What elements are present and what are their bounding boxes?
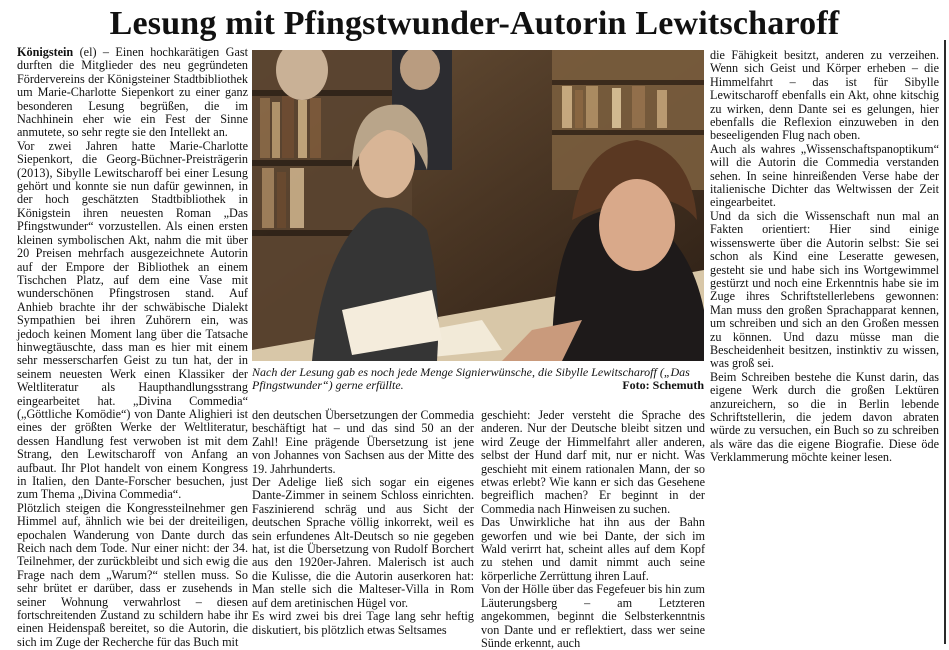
- paragraph: den deutschen Übersetzungen der Commedia beschäftigt hat – und das sind 50 an der Zahl! Eine prägende Übersetzung ist jene von Johannes von Sachsen aus der Mitte des 19. Jahrhunderts.: [252, 408, 474, 476]
- paragraph: Auch als wahres „Wissenschaftspanoptikum“ will die Autorin die Commedia verstanden sehen. In seine hinreißenden Verse habe der italienische Dichter das Weltwissen der Zeit eingearbeitet.: [710, 141, 939, 210]
- paragraph: Plötzlich steigen die Kongressteilnehmer gen Himmel auf, ähnlich wie bei der dreiteiligen, epochalen Wanderung von Dante durch das Reich nach dem Tode. Nur einer nicht: der 34. Teilnehmer, der zurückbleibt und sich ewig die Frage nach dem „Warum?“ stellen muss. So sehr brütet er darüber, dass er zusehends in seiner Wohnung verwahrlost – diesen fortschreitenden Zustand zu schildern habe ihr einen Heidenspaß bereitet, so die Autorin, die sich im Zuge der Recherche für das Buch mit: [17, 500, 248, 649]
- caption-text: Nach der Lesung gab es noch jede Menge Signierwünsche, die Sibylle Lewitscharoff („Das Pfingstwunder“) gerne erfüllte.: [252, 365, 690, 393]
- paragraph: Es wird zwei bis drei Tage lang sehr heftig diskutiert, bis plötzlich etwas Seltsames: [252, 609, 474, 637]
- article-headline: Lesung mit Pfingstwunder-Autorin Lewitscharoff: [109, 5, 840, 42]
- paragraph: [17, 46, 248, 140]
- article-column-4: [710, 49, 939, 465]
- article-column-2: [252, 409, 474, 637]
- paragraph: Und da sich die Wissenschaft nun mal an Fakten orientiert: Hier sind einige wissenswerte über die Autorin selbst: Sie sei schon als Kind eine Leseratte gewesen, gesteht sie und habe sich ins Wortgewimmel gestürzt und noch eine Erkenntnis habe sie im Zuge ihres Schriftstellerlebens gewonnen: Man muss den großen Sprachapparat kennen, um schreiben und sich an den Großen messen zu können. Und dazu müsse man die Bescheidenheit besitzen, instinktiv zu wissen, was groß sei.: [710, 208, 939, 371]
- paragraph: Beim Schreiben bestehe die Kunst darin, das eigene Werk durch die großen Lektüren anzureichern, so die in Berlin lebende Schriftstellerin, die jedem davon abraten würde zu versuchen, ein Buch so zu schreiben als wäre das die eigene Biografie. Diese öde Verklammerung möchte keiner lesen.: [710, 369, 939, 465]
- dateline-place: Königstein: [17, 45, 74, 59]
- article-column-1: [17, 46, 248, 649]
- paragraph: Das Unwirkliche hat ihn aus der Bahn geworfen und wie bei Dante, der sich im Wald verirrt hat, scheint alles auf dem Kopf zu stehen und damit nimmt auch seine körperliche Zerrüttung ihren Lauf.: [481, 515, 705, 583]
- paragraph: Von der Hölle über das Fegefeuer bis hin zum Läuterungsberg – am Letzteren angekommen, beginnt die Selbsterkenntnis von Dante und er reflektiert, dass wer seine Sünde erkennt, auch: [481, 582, 705, 650]
- photo-credit: Foto: Schemuth: [622, 378, 704, 393]
- paragraph: Der Adelige ließ sich sogar ein eigenes Dante-Zimmer in seinem Schloss einrichten. Faszinierend schräg und aus Sicht der deutschen Sprache völlig inkorrekt, weil es sein erfundenes Alt-Deutsch so nie gegeben hat, ist die Übersetzung von Rudolf Borchert aus den 1920er-Jahren. Malerisch ist auch die Kulisse, die die Autorin auserkoren hat: Man stelle sich die Malteser-Villa in Rom auf dem aretinischen Hügel vor.: [252, 475, 474, 610]
- article-column-3: [481, 409, 705, 650]
- author-face: [599, 179, 675, 271]
- photo-caption: [252, 366, 704, 393]
- paragraph: Vor zwei Jahren hatte Marie-Charlotte Siepenkort, die Georg-Büchner-Preisträgerin (2013), Sibylle Lewitscharoff bei einer Lesung gehört und konnte sie nun dafür gewinnen, in der hoch geschätzten Stadtbibliothek in Königstein ihren neuesten Roman „Das Pfingstwunder“ vorzustellen. Als einen ersten kleinen symbolischen Akt, nahm die mit über 20 Preisen mehrfach ausgezeichnete Autorin auf der Empore der Bibliothek an einem Tischchen Platz, auf dem eine Vase mit wunderschönen Pfingstrosen stand. Auf Anhieb brachte ihr der schwäbische Dialekt Sympathien bei ihren Zuhörern ein, was jedoch keinen Moment lang über die Tatsache hinwegtäuschte, dass man es hier mit einem sehr messerscharfen Geist zu tun hat, der in seinem neuesten Werk einen Klassiker der Weltliteratur als Haupthandlungsstrang eingearbeitet hat. „Divina Commedia“ („Göttliche Komödie“) von Dante Alighieri ist eines der größten Werke der Weltliteratur, dessen Handlung fest verwoben ist mit dem Strang, den Lewitscharoff von Anfang an aufbaut. Ihr Plot handelt von einem Kongress in Italien, den Dante-Forscher besuchen, just zum Thema „Divina Commedia“.: [17, 138, 248, 502]
- page-edge-rule: [944, 40, 946, 644]
- article-photo: [252, 50, 704, 361]
- paragraph-text: (el) – Einen hochkarätigen Gast durften die Mitglieder des neu gegründeten Fördervereins der Königsteiner Stadtbibliothek um Marie-Charlotte Siepenkort zu einer ganz besonderen Lesung begrüßen, die im Nachhinein eher wie ein Fest der Sinne anmutete, so sehr regte sie den Intellekt an.: [17, 45, 249, 140]
- paragraph: geschieht: Jeder versteht die Sprache des anderen. Nur der Deutsche bleibt sitzen und wird Zeuge der Himmelfahrt aller anderen, selbst der Hund darf mit, nur er nicht. Was geschieht mit einem rationalen Mann, der so etwas erlebt? Wie kann er sich das Gesehene begreiflich machen? Er beginnt in der Commedia nach Hinweisen zu suchen.: [481, 408, 705, 516]
- signing-photo-illustration: [252, 50, 704, 361]
- paragraph: die Fähigkeit besitzt, anderen zu verzeihen. Wenn sich Geist und Körper erheben – die Himmelfahrt – das ist für Sibylle Lewitscharoff ebenfalls ein Akt, ohne kitschig zu wirken, denn Dante sei es gelungen, hier ebenfalls die Reflexion einzuweben in den beseeligenden Flug nach oben.: [710, 48, 939, 143]
